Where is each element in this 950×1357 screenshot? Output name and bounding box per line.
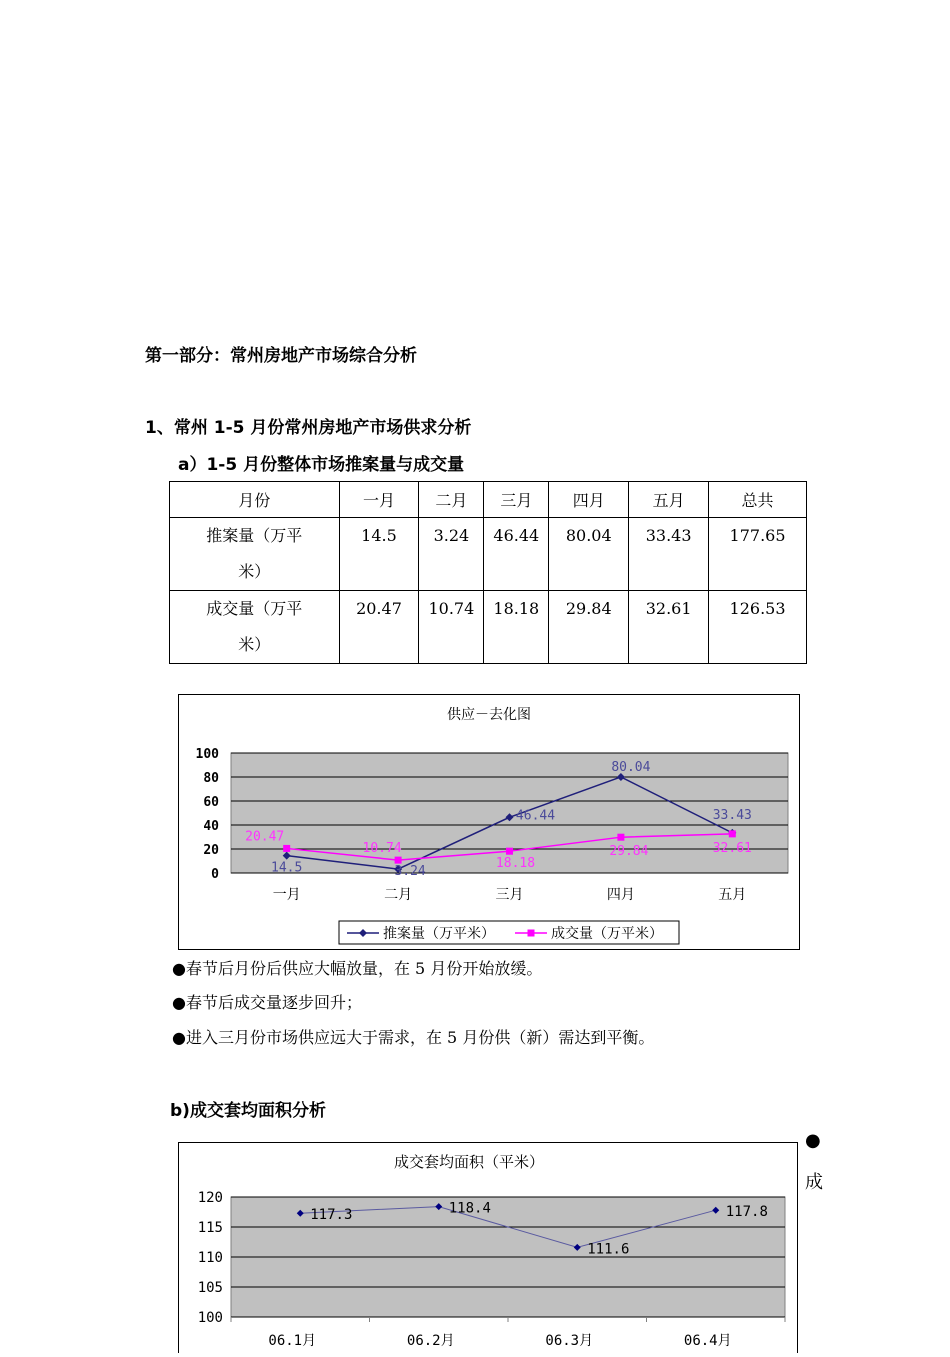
y-tick-label: 100: [195, 747, 219, 762]
legend-label: 推案量（万平米）: [383, 926, 495, 942]
bullet-point: ●春节后月份后供应大幅放量，在 5 月份开始放缓。: [172, 959, 543, 978]
section-title: 1、常州 1-5 月份常州房地产市场供求分析: [145, 418, 472, 438]
table-row: [170, 518, 807, 591]
row-label: [170, 591, 340, 664]
y-tick-label: 105: [197, 1280, 223, 1296]
side-text: 成: [805, 1172, 823, 1193]
data-point: [395, 857, 402, 864]
data-point: [506, 848, 513, 855]
table-cell: 10.74: [419, 591, 484, 664]
table-cell: 32.61: [629, 591, 709, 664]
table-cell: 46.44: [484, 518, 549, 591]
row-label-line1: 推案量（万平: [206, 526, 303, 545]
data-label: 111.6: [587, 1241, 630, 1258]
table-cell: 3.24: [419, 518, 484, 591]
row-label-line2: 米）: [238, 562, 271, 581]
row-label-line2: 米）: [238, 635, 271, 654]
chart-title: 成交套均面积（平米）: [393, 1153, 545, 1171]
data-point: [617, 834, 624, 841]
data-label: 18.18: [495, 856, 536, 872]
chart-title: 供应－去化图: [447, 707, 531, 723]
supply-sales-chart-svg: [179, 695, 799, 949]
y-tick-label: 100: [197, 1310, 223, 1326]
table-cell: 33.43: [629, 518, 709, 591]
table-header-cell: 四月: [549, 482, 629, 518]
table-cell: 29.84: [549, 591, 629, 664]
avg-area-chart-svg: [179, 1143, 797, 1353]
data-label: 80.04: [611, 759, 651, 775]
legend-marker: [528, 930, 535, 937]
data-label: 10.74: [362, 841, 402, 857]
table-cell: 14.5: [339, 518, 419, 591]
table-cell: 20.47: [339, 591, 419, 664]
supply-sales-chart: [178, 694, 800, 950]
data-label: 33.43: [712, 807, 752, 823]
y-tick-label: 60: [203, 795, 219, 810]
side-bullet: ●: [805, 1130, 821, 1151]
data-label: 29.84: [609, 844, 649, 860]
data-label: 3.24: [394, 864, 426, 880]
x-tick-label: 二月: [384, 887, 413, 903]
table-row: [170, 591, 807, 664]
data-label: 118.4: [448, 1200, 491, 1217]
bullet-point: ●进入三月份市场供应远大于需求，在 5 月份供（新）需达到平衡。: [172, 1028, 655, 1047]
data-label: 32.61: [712, 840, 752, 856]
table-header-row: [170, 482, 807, 518]
data-label: 117.3: [310, 1207, 353, 1224]
x-tick-label: 四月: [606, 887, 635, 903]
subsection-a-title: a）1-5 月份整体市场推案量与成交量: [178, 455, 465, 475]
y-tick-label: 40: [203, 819, 219, 834]
data-label: 46.44: [515, 808, 556, 824]
bullet-point: ●春节后成交量逐步回升；: [172, 993, 362, 1012]
row-label: [170, 518, 340, 591]
y-tick-label: 120: [197, 1190, 223, 1206]
y-tick-label: 115: [197, 1220, 223, 1236]
table-cell: 177.65: [709, 518, 807, 591]
y-tick-label: 0: [211, 867, 219, 882]
subsection-b-title: b)成交套均面积分析: [170, 1101, 326, 1121]
avg-area-chart: [178, 1142, 798, 1353]
table-header-cell: 总共: [709, 482, 807, 518]
supply-sales-table: [169, 481, 807, 664]
y-tick-label: 110: [197, 1250, 223, 1266]
data-point: [729, 830, 736, 837]
data-point: [283, 845, 290, 852]
x-tick-label: 06.3月: [545, 1333, 594, 1349]
table-cell: 126.53: [709, 591, 807, 664]
data-label: 14.5: [271, 860, 303, 876]
data-label: 20.47: [245, 829, 285, 845]
table-header-cell: 月份: [170, 482, 340, 518]
data-label: 117.8: [725, 1204, 768, 1221]
part-title: 第一部分：常州房地产市场综合分析: [145, 346, 417, 366]
row-label-line1: 成交量（万平: [206, 599, 303, 618]
plot-area: [231, 753, 788, 873]
legend-label: 成交量（万平米）: [551, 926, 663, 942]
x-tick-label: 06.2月: [406, 1333, 455, 1349]
x-tick-label: 06.1月: [268, 1333, 317, 1349]
x-tick-label: 一月: [272, 887, 301, 903]
y-tick-label: 20: [203, 843, 219, 858]
table-header-cell: 一月: [339, 482, 419, 518]
table-cell: 80.04: [549, 518, 629, 591]
y-tick-label: 80: [203, 771, 219, 786]
x-tick-label: 五月: [718, 887, 747, 903]
table-cell: 18.18: [484, 591, 549, 664]
x-tick-label: 三月: [495, 887, 524, 903]
table-header-cell: 二月: [419, 482, 484, 518]
table-header-cell: 三月: [484, 482, 549, 518]
x-tick-label: 06.4月: [683, 1333, 732, 1349]
table-header-cell: 五月: [629, 482, 709, 518]
